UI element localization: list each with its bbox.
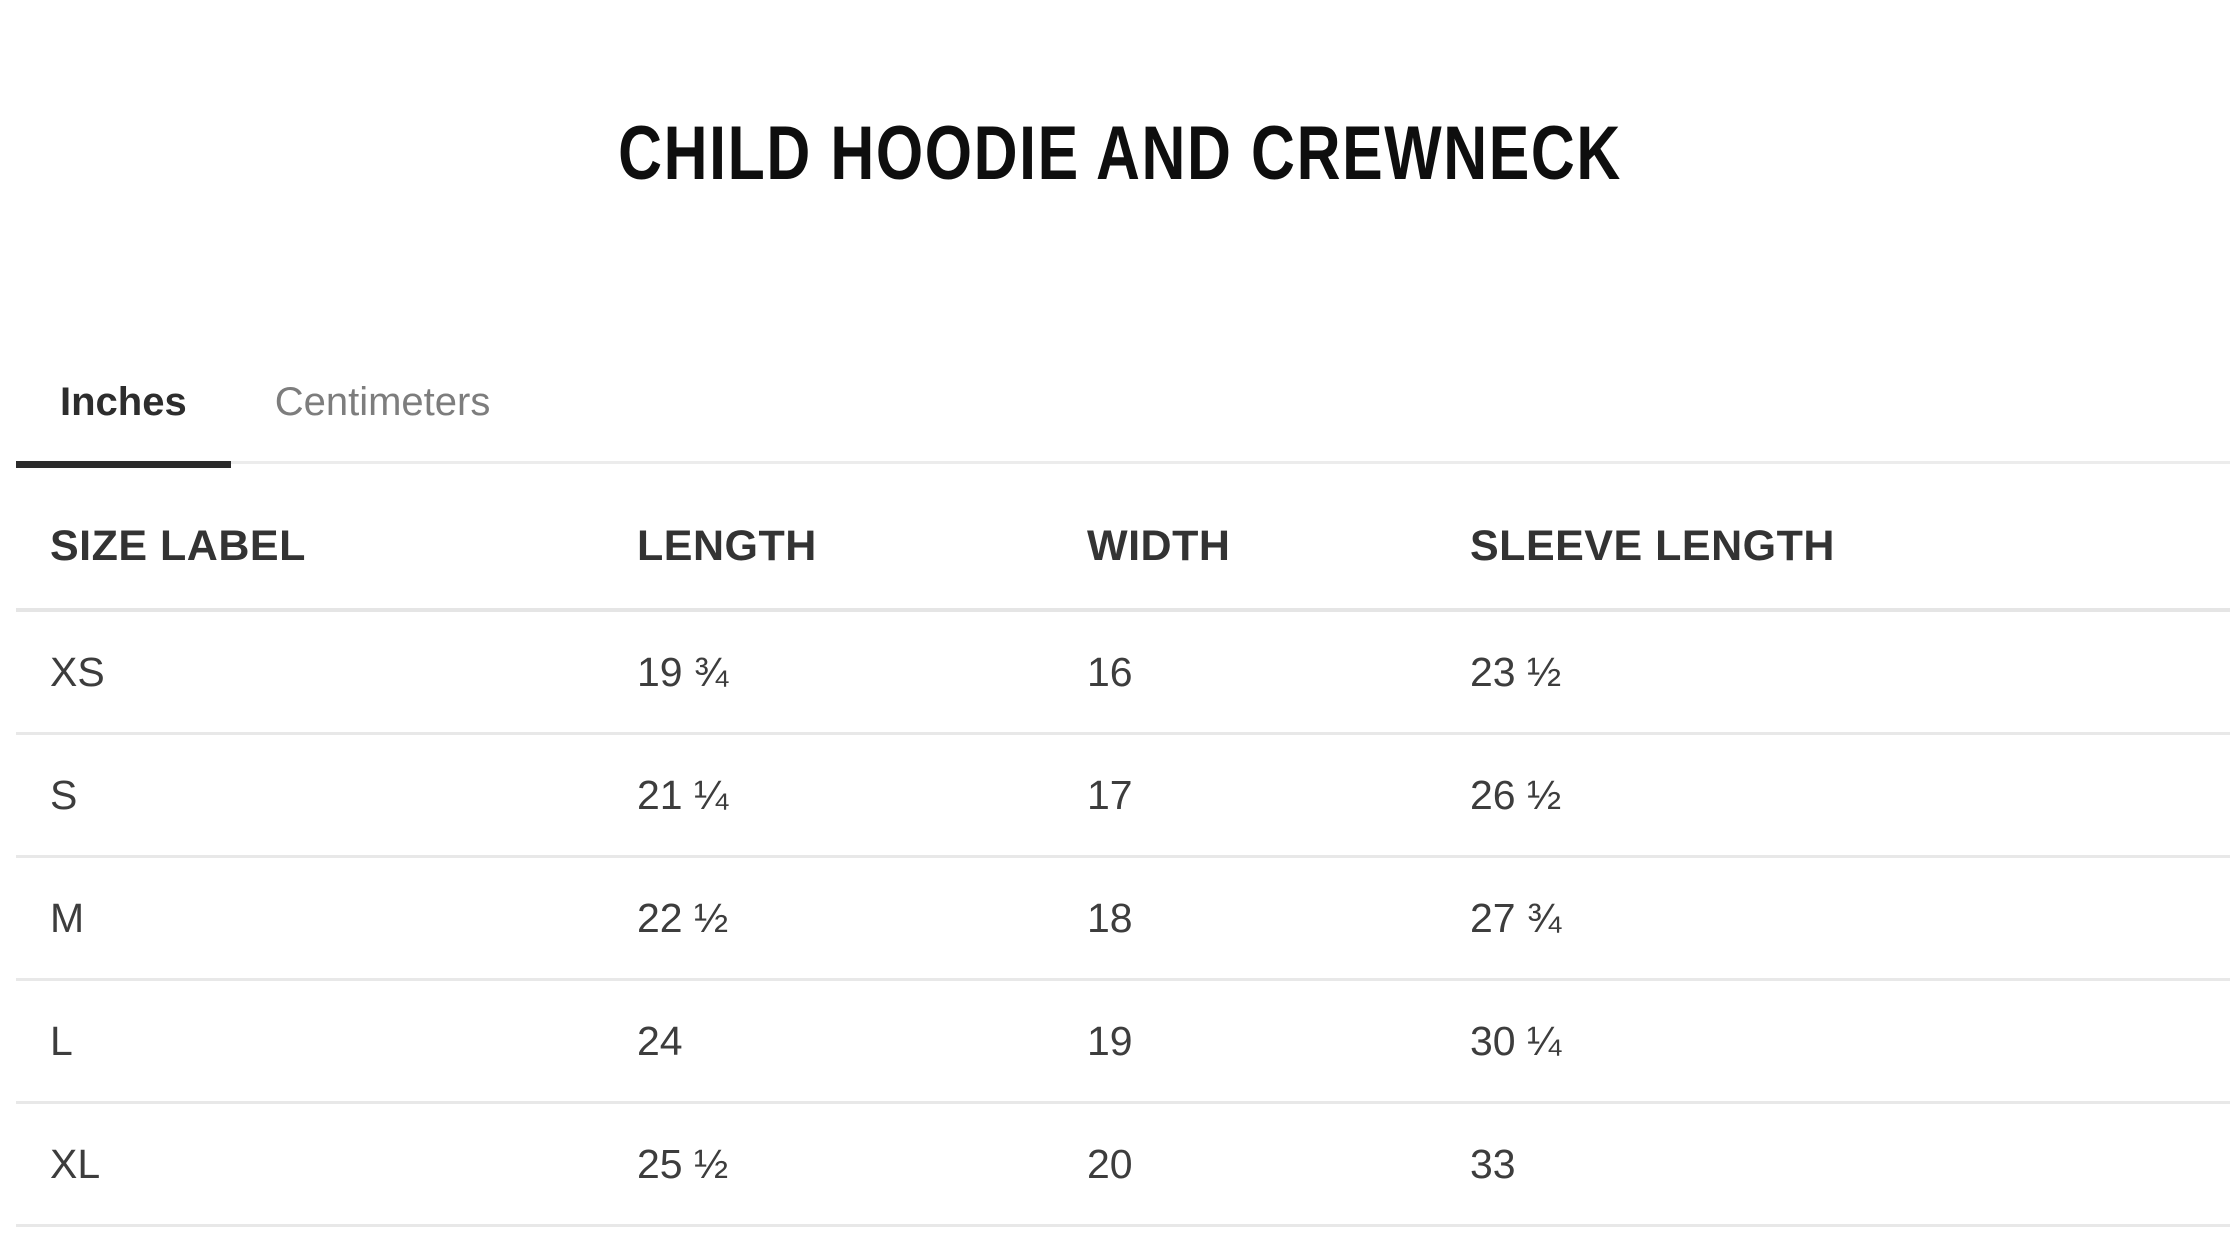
column-header-length: LENGTH (637, 522, 817, 570)
cell-sleeve-length: 33 (1470, 1140, 1516, 1187)
cell-width: 19 (1087, 1017, 1133, 1064)
cell-length: 25 ½ (637, 1140, 729, 1187)
table-row (16, 612, 2230, 735)
tab-centimeters-label: Centimeters (274, 380, 491, 424)
cell-width: 18 (1087, 894, 1133, 941)
cell-size: XL (50, 1140, 101, 1187)
cell-length: 24 (637, 1017, 683, 1064)
column-header-sleeve-length: SLEEVE LENGTH (1470, 522, 1835, 570)
cell-sleeve-length: 30 ¼ (1470, 1017, 1562, 1064)
cell-width: 20 (1087, 1140, 1133, 1187)
cell-sleeve-length: 26 ½ (1470, 771, 1562, 818)
table-row (16, 981, 2230, 1104)
table-row (16, 858, 2230, 981)
page-title: CHILD HOODIE AND CREWNECK (618, 111, 1622, 196)
unit-tabs (16, 378, 2230, 464)
table-row (16, 1104, 2230, 1227)
column-header-size-label: SIZE LABEL (50, 522, 306, 570)
cell-size: S (50, 771, 78, 818)
cell-sleeve-length: 23 ½ (1470, 648, 1562, 695)
tab-inches-label: Inches (60, 380, 187, 424)
tab-inches[interactable] (16, 378, 231, 461)
active-tab-indicator (16, 461, 231, 468)
size-table (16, 485, 2230, 1227)
table-header-row (16, 485, 2230, 612)
column-header-width: WIDTH (1087, 522, 1231, 570)
table-row (16, 735, 2230, 858)
cell-size: XS (50, 648, 105, 695)
cell-size: M (50, 894, 85, 941)
cell-length: 19 ¾ (637, 648, 729, 695)
cell-length: 22 ½ (637, 894, 729, 941)
cell-length: 21 ¼ (637, 771, 729, 818)
tab-centimeters[interactable] (231, 378, 535, 461)
cell-width: 16 (1087, 648, 1133, 695)
cell-width: 17 (1087, 771, 1133, 818)
cell-size: L (50, 1017, 73, 1064)
cell-sleeve-length: 27 ¾ (1470, 894, 1562, 941)
